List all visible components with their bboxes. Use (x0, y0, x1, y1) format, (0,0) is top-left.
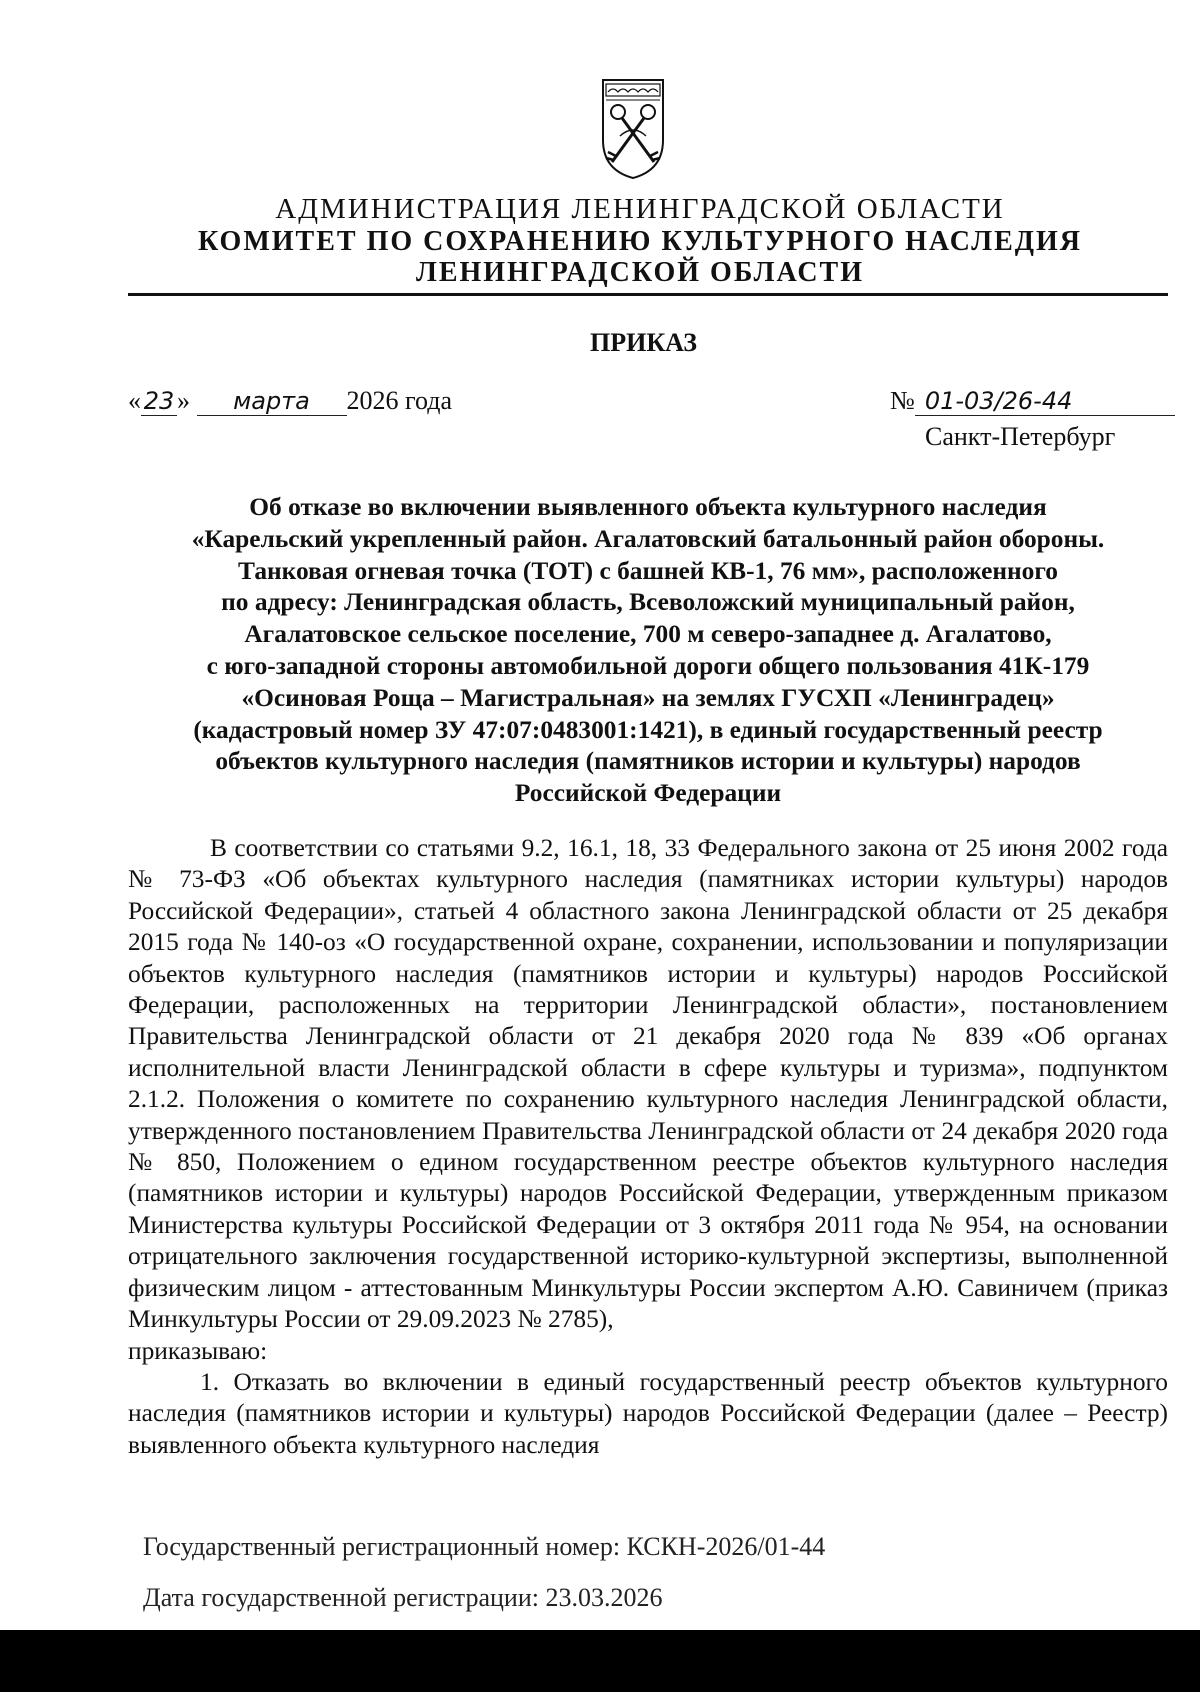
title-line: Танковая огневая точка (ТОТ) с башней КВ-1, 76 мм», расположенного (238, 556, 1058, 585)
title-line: по адресу: Ленинградская область, Всеволожский муниципальный район, (221, 588, 1075, 617)
header-committee: КОМИТЕТ ПО СОХРАНЕНИЮ КУЛЬТУРНОГО НАСЛЕДИЯ (197, 226, 1083, 257)
header-region: ЛЕНИНГРАДСКОЙ ОБЛАСТИ (415, 257, 865, 288)
date-year: 2026 года (346, 386, 453, 415)
title-line: Об отказе во включении выявленного объекта культурного наследия (249, 493, 1047, 521)
order-number (890, 386, 1175, 416)
title-line: Агалатовское сельское поселение, 700 м северо-западнее д. Агалатово, (244, 620, 1052, 649)
document-type: ПРИКАЗ (590, 328, 698, 357)
preamble-paragraph: В соответствии со статьями 9.2, 16.1, 18, 33 Федерального закона от 25 июня 2002 года № 73-ФЗ «Об объектах культурного наследия (памятниках истории культуры) народов Российской Федерации», статьей 4 областного закона Ленинградской области от 25 декабря 2015 года № 140-оз «О государственной охране, сохранении, использовании и популяризации объектов культурного наследия (памятников истории и культуры) народов Российской Федерации, расположенных на территории Ленинградской области», постановлением Правительства Ленинградской области от 21 декабря 2020 года № 839 «Об органах исполнительной власти Ленинградской области в сфере культуры и туризма», подпунктом 2.1.2. Положения о комитете по сохранению культурного наследия Ленинградской области, утвержденного постановлением Правительства Ленинградской области от 24 декабря 2020 года № 850, Положением о едином государственном реестре объектов культурного наследия (памятников истории и культуры) народов Российской Федерации, утвержденным приказом Министерства культуры Российской Федерации от 3 октября 2011 года № 954, на основании отрицательного заключения государственной историко-культурной экспертизы, выполненной физическим лицом - аттестованным Минкультуры России экспертом А.Ю. Савиничем (приказ Минкультуры России от 29.09.2023 № 2785), (128, 834, 1168, 1334)
date-close-quote: » (177, 386, 190, 415)
order-date (128, 386, 452, 416)
order-body (128, 833, 1168, 1461)
title-line: объектов культурного наследия (памятников истории и культуры) народов (215, 747, 1081, 776)
title-line: Российской Федерации (514, 779, 782, 808)
date-open-quote: « (128, 386, 141, 415)
scan-bottom-edge (0, 1630, 1200, 1692)
title-line: «Карельский укрепленный район. Агалатовский батальонный район обороны. (191, 524, 1105, 553)
header-administration: АДМИНИСТРАЦИЯ ЛЕНИНГРАДСКОЙ ОБЛАСТИ (275, 193, 1005, 225)
title-line: с юго-западной стороны автомобильной дороги общего пользования 41К-179 (206, 651, 1090, 680)
title-line: «Осиновая Роща – Магистральная» на землях ГУСХП «Ленинградец» (241, 683, 1055, 712)
header-divider (128, 293, 1168, 296)
number-value: 01-03/26-44 (915, 387, 1175, 416)
registration-number: Государственный регистрационный номер: КСКН-2026/01-44 (143, 1532, 826, 1561)
command-word: приказываю: (128, 1336, 268, 1365)
date-day: 23 (141, 387, 177, 416)
title-line: (кадастровый номер ЗУ 47:07:0483001:1421), в единый государственный реестр (193, 715, 1103, 744)
order-item-1: 1. Отказать во включении в единый государственный реестр объектов культурного наследия (памятников истории и культуры) народов Российской Федерации (далее – Реестр) выявленного объекта культурного наследия (128, 1367, 1168, 1459)
city: Санкт-Петербург (925, 422, 1116, 451)
order-title (128, 492, 1168, 810)
coat-of-arms-icon (600, 78, 666, 180)
date-month: марта (197, 387, 347, 416)
registration-date: Дата государственной регистрации: 23.03.2026 (143, 1583, 663, 1612)
number-prefix: № (890, 386, 915, 415)
